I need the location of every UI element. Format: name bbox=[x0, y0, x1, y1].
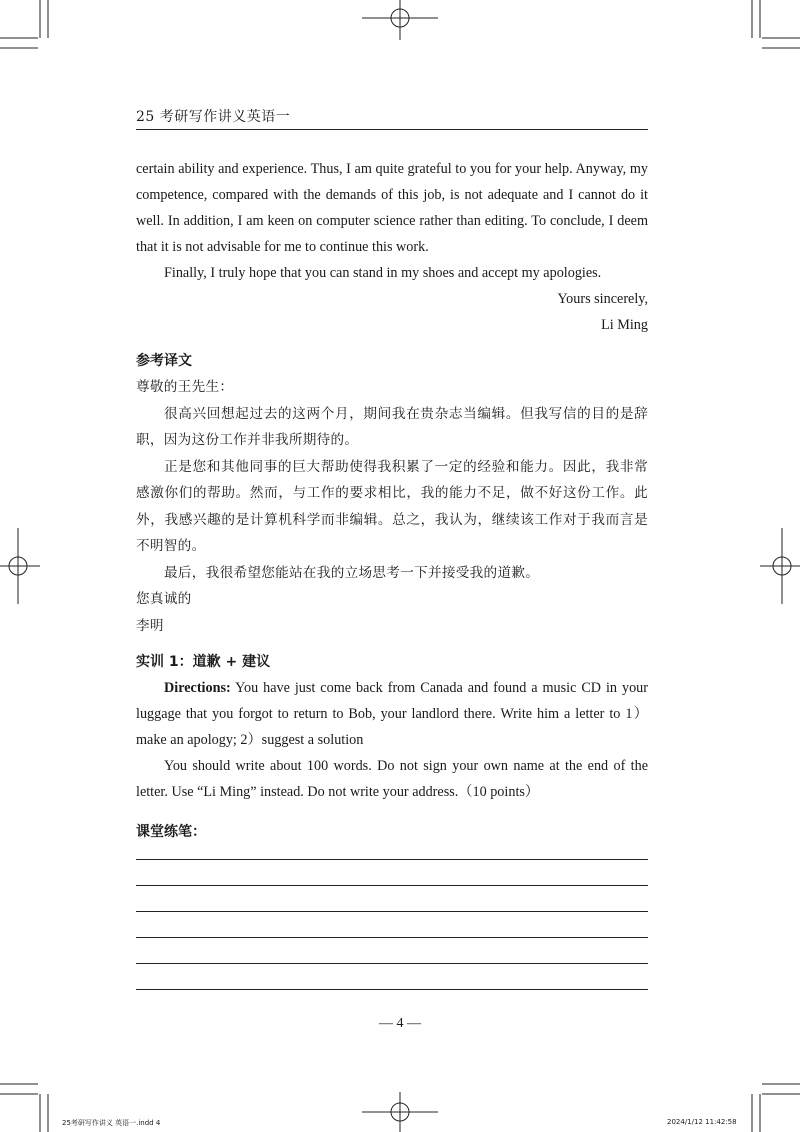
header-divider bbox=[136, 129, 648, 130]
writing-line[interactable] bbox=[136, 937, 648, 938]
letter-final-paragraph: Finally, I truly hope that you can stand in my shoes and accept my apologies. bbox=[164, 265, 602, 281]
exercise-heading: 实训 1：道歉 + 建议 bbox=[136, 654, 271, 670]
letter-closing: Yours sincerely, bbox=[557, 291, 648, 307]
page-body bbox=[136, 156, 648, 990]
footer-timestamp: 2024/1/12 11:42:58 bbox=[667, 1118, 737, 1126]
translation-heading: 参考译文 bbox=[136, 353, 192, 369]
writing-line[interactable] bbox=[136, 885, 648, 886]
translation-signature: 李明 bbox=[136, 617, 164, 634]
translation-paragraph: 很高兴回想起过去的这两个月，期间我在贵杂志当编辑。但我写信的目的是辞职，因为这份工作并非我所期待的。 bbox=[136, 405, 648, 448]
practice-heading: 课堂练笔： bbox=[136, 824, 206, 840]
exercise-directions bbox=[136, 675, 648, 753]
footer-file-info: 25考研写作讲义 英语一.indd 4 bbox=[62, 1119, 161, 1127]
directions-text: You have just come back from Canada and found a music CD in your luggage that you forgot to return to Bob, your landlord there. Write him a letter to 1）make an apology; 2）suggest a solution bbox=[136, 680, 648, 748]
letter-signature: Li Ming bbox=[601, 317, 648, 333]
page-number: — 4 — bbox=[379, 1016, 421, 1031]
writing-line[interactable] bbox=[136, 911, 648, 912]
exercise-requirements: You should write about 100 words. Do not sign your own name at the end of the letter. Use “Li Ming” instead. Do not write your address.（10 points） bbox=[136, 758, 648, 800]
writing-line[interactable] bbox=[136, 989, 648, 990]
running-header: 25 考研写作讲义英语一 bbox=[136, 109, 291, 125]
translation-closing: 您真诚的 bbox=[136, 591, 192, 607]
translation-paragraph: 最后，我很希望您能站在我的立场思考一下并接受我的道歉。 bbox=[164, 564, 540, 581]
translation-paragraph: 正是您和其他同事的巨大帮助使得我积累了一定的经验和能力。因此，我非常感激你们的帮助。然而，与工作的要求相比，我的能力不足，做不好这份工作。此外，我感兴趣的是计算机科学而非编辑。总之，我认为，继续该工作对于我而言是不明智的。 bbox=[136, 458, 648, 554]
writing-lines[interactable] bbox=[136, 859, 648, 990]
directions-label: Directions: bbox=[164, 680, 231, 696]
writing-line[interactable] bbox=[136, 859, 648, 860]
writing-line[interactable] bbox=[136, 963, 648, 964]
translation-salutation: 尊敬的王先生： bbox=[136, 379, 234, 395]
letter-paragraph: certain ability and experience. Thus, I am quite grateful to you for your help. Anyway, my competence, compared with the demands of this job, is not adequate and I cannot do it well. In addition, I am keen on computer science rather than editing. To conclude, I deem that it is not advisable for me to continue this work. bbox=[136, 161, 648, 255]
